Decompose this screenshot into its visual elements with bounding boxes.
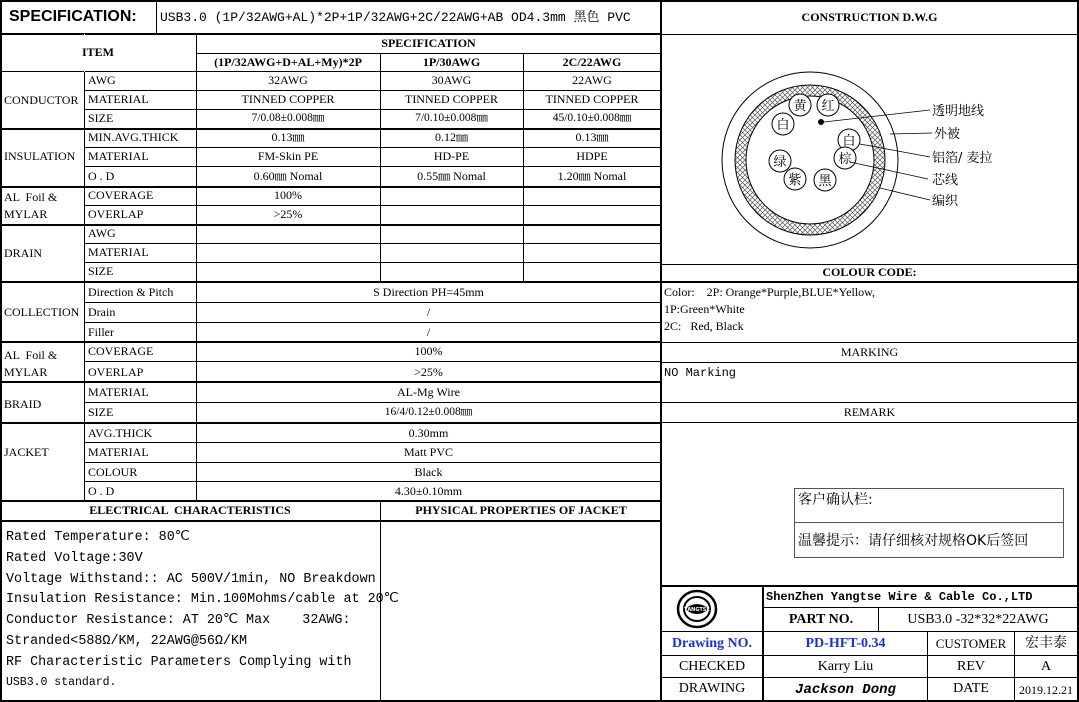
date-label: DATE (953, 681, 989, 696)
drawing-label: 透明地线 (932, 104, 985, 119)
insulation-od-c2: 0.55㎜ Nomal (417, 169, 486, 183)
spec-product-name: USB3.0 (1P/32AWG+AL)*2P+1P/32AWG+2C/22AWG+AB OD4.3mm 黑色 PVC (160, 10, 631, 25)
braid-material-val: AL-Mg Wire (397, 385, 460, 399)
core-label: 紫 (788, 173, 802, 188)
conductor-awg-c1: 32AWG (268, 73, 308, 87)
header-col3: 2C/22AWG (562, 55, 622, 69)
group-foil1-line2: MYLAR (4, 207, 48, 221)
drawing-value: Jackson Dong (795, 682, 896, 698)
group-foil2-line1: AL Foil & (4, 348, 58, 362)
drawing-label: 编织 (932, 194, 959, 209)
group-foil1-line1: AL Foil & (4, 190, 58, 204)
core-label: 棕 (838, 152, 852, 167)
spec-title-label: SPECIFICATION: (9, 8, 137, 25)
jacket-colour-val: Black (414, 465, 443, 479)
header-specification: SPECIFICATION (381, 36, 476, 50)
customer-notice: 温馨提示：请仔细核对规格OK后签回 (798, 533, 1029, 549)
electrical-title: ELECTRICAL CHARACTERISTICS (89, 503, 291, 517)
label-jacket-thick: AVG.THICK (88, 426, 153, 440)
conductor-size-c3: 45/0.10±0.008㎜ (552, 112, 632, 124)
rev-label: REV (957, 659, 985, 674)
jacket-material-val: Matt PVC (403, 445, 453, 459)
electrical-line-small: USB3.0 standard. (6, 675, 117, 689)
drawing-label: 外被 (934, 127, 961, 142)
part-no-value: USB3.0 -32*32*22AWG (907, 612, 1049, 627)
insulation-od-c1: 0.60㎜ Nomal (253, 169, 323, 183)
collection-direction-val: S Direction PH=45mm (373, 285, 484, 299)
insulation-material-c2: HD-PE (433, 149, 470, 163)
conductor-material-c3: TINNED COPPER (545, 92, 639, 106)
electrical-line: Rated Temperature: 80℃ (6, 530, 190, 545)
label-insulation-material: MATERIAL (88, 149, 149, 163)
electrical-line: Voltage Withstand:: AC 500V/1min, NO Breakdown (6, 571, 376, 587)
drawing-label: DRAWING (678, 681, 746, 696)
label-drain-size: SIZE (88, 264, 114, 278)
label-jacket-material: MATERIAL (88, 445, 149, 459)
label-braid-size: SIZE (88, 405, 114, 419)
core-label: 红 (821, 99, 835, 114)
core-label: 白 (842, 134, 856, 149)
conductor-size-c2: 7/0.10±0.008㎜ (415, 112, 488, 124)
header-col2: 1P/30AWG (422, 55, 481, 69)
conductor-awg-c2: 30AWG (431, 73, 472, 87)
foil1-coverage-val: 100% (274, 188, 302, 202)
checked-value: Karry Liu (817, 659, 874, 674)
foil2-coverage-val: 100% (414, 344, 443, 358)
label-foil2-coverage: COVERAGE (88, 344, 154, 358)
drawing-label: 铝箔/ 麦拉 (932, 151, 993, 166)
construction-title: CONSTRUCTION D.W.G (801, 10, 938, 24)
svg-text:YANGTSE: YANGTSE (684, 607, 710, 613)
customer-confirm-label: 客户确认栏: (798, 492, 873, 508)
customer-value: 宏丰泰 (1025, 635, 1067, 651)
conductor-size-c1: 7/0.08±0.008㎜ (251, 112, 325, 124)
drawing-no-label: Drawing NO. (671, 636, 753, 651)
colour-code-line2: 1P:Green*White (664, 302, 745, 316)
label-foil2-overlap: OVERLAP (88, 365, 144, 379)
electrical-line: Conductor Resistance: AT 20℃ Max 32AWG: (6, 613, 351, 629)
foil1-overlap-val: >25% (273, 207, 303, 221)
electrical-line: Rated Voltage:30V (6, 550, 143, 566)
marking-value: NO Marking (664, 366, 737, 380)
header-item: ITEM (81, 45, 114, 59)
company-logo-icon (676, 589, 718, 629)
leader-line (890, 133, 932, 134)
drain-wire (818, 119, 824, 125)
group-braid: BRAID (4, 397, 42, 411)
core-label: 白 (776, 118, 790, 133)
checked-label: CHECKED (678, 659, 746, 674)
marking-title: MARKING (840, 345, 899, 359)
colour-code-line1: Color: 2P: Orange*Purple,BLUE*Yellow, (664, 285, 875, 299)
header-col1: (1P/32AWG+D+AL+My)*2P (214, 55, 362, 69)
label-insulation-od: O . D (88, 169, 115, 183)
customer-label: CUSTOMER (935, 636, 1007, 651)
electrical-line: Stranded<588Ω/KM, 22AWG@56Ω/KM (6, 633, 248, 649)
insulation-thick-c3: 0.13㎜ (575, 130, 609, 144)
core-label: 黄 (793, 99, 807, 114)
label-insulation-thick: MIN.AVG.THICK (88, 130, 179, 144)
group-foil2-line2: MYLAR (4, 365, 48, 379)
label-collection-filler: Filler (88, 325, 114, 339)
jacket-od-val: 4.30±0.10mm (394, 484, 463, 498)
label-jacket-colour: COLOUR (88, 465, 138, 479)
collection-filler-val: / (426, 325, 431, 339)
electrical-line: RF Characteristic Parameters Complying with (6, 654, 352, 670)
group-insulation: INSULATION (4, 149, 76, 163)
foil2-overlap-val: >25% (414, 365, 443, 379)
insulation-material-c1: FM-Skin PE (257, 149, 319, 163)
rev-value: A (1040, 659, 1052, 674)
conductor-material-c1: TINNED COPPER (241, 92, 335, 106)
label-conductor-size: SIZE (88, 111, 114, 125)
label-drain-material: MATERIAL (88, 245, 149, 259)
collection-drain-val: / (426, 305, 431, 319)
colour-code-title: COLOUR CODE: (822, 265, 917, 279)
label-foil1-coverage: COVERAGE (88, 188, 154, 202)
drawing-label: 芯线 (932, 173, 959, 188)
conductor-material-c2: TINNED COPPER (404, 92, 498, 106)
conductor-awg-c3: 22AWG (572, 73, 612, 87)
insulation-material-c3: HDPE (576, 149, 608, 163)
company-name: ShenZhen Yangtse Wire & Cable Co.,LTD (766, 590, 1033, 604)
insulation-od-c3: 1.20㎜ Nomal (557, 169, 627, 183)
core-label: 黑 (818, 174, 832, 189)
label-braid-material: MATERIAL (88, 385, 149, 399)
label-conductor-awg: AWG (88, 73, 116, 87)
group-collection: COLLECTION (4, 305, 80, 319)
electrical-line: Insulation Resistance: Min.100Mohms/cable at 20℃ (6, 592, 399, 608)
part-no-label: PART NO. (788, 612, 854, 627)
remark-title: REMARK (843, 405, 896, 419)
cable-cross-section (700, 60, 1000, 260)
label-conductor-material: MATERIAL (88, 92, 149, 106)
core-label: 绿 (773, 155, 787, 170)
group-conductor: CONDUCTOR (4, 93, 79, 107)
label-foil1-overlap: OVERLAP (88, 207, 144, 221)
drawing-no-value: PD-HFT-0.34 (805, 636, 886, 651)
insulation-thick-c2: 0.12㎜ (434, 130, 468, 144)
jacket-thick-val: 0.30mm (408, 426, 449, 440)
date-value: 2019.12.21 (1019, 683, 1073, 697)
group-jacket: JACKET (4, 445, 49, 459)
label-collection-direction: Direction & Pitch (88, 285, 174, 299)
label-jacket-od: O . D (88, 484, 115, 498)
insulation-thick-c1: 0.13㎜ (271, 130, 305, 144)
electrical-lines (6, 528, 399, 692)
label-collection-drain: Drain (88, 305, 116, 319)
label-drain-awg: AWG (88, 226, 116, 240)
colour-code-line3: 2C: Red, Black (664, 319, 744, 333)
group-drain: DRAIN (4, 246, 42, 260)
physical-title: PHYSICAL PROPERTIES OF JACKET (415, 503, 627, 517)
braid-size-val: 16/4/0.12±0.008㎜ (384, 406, 473, 418)
